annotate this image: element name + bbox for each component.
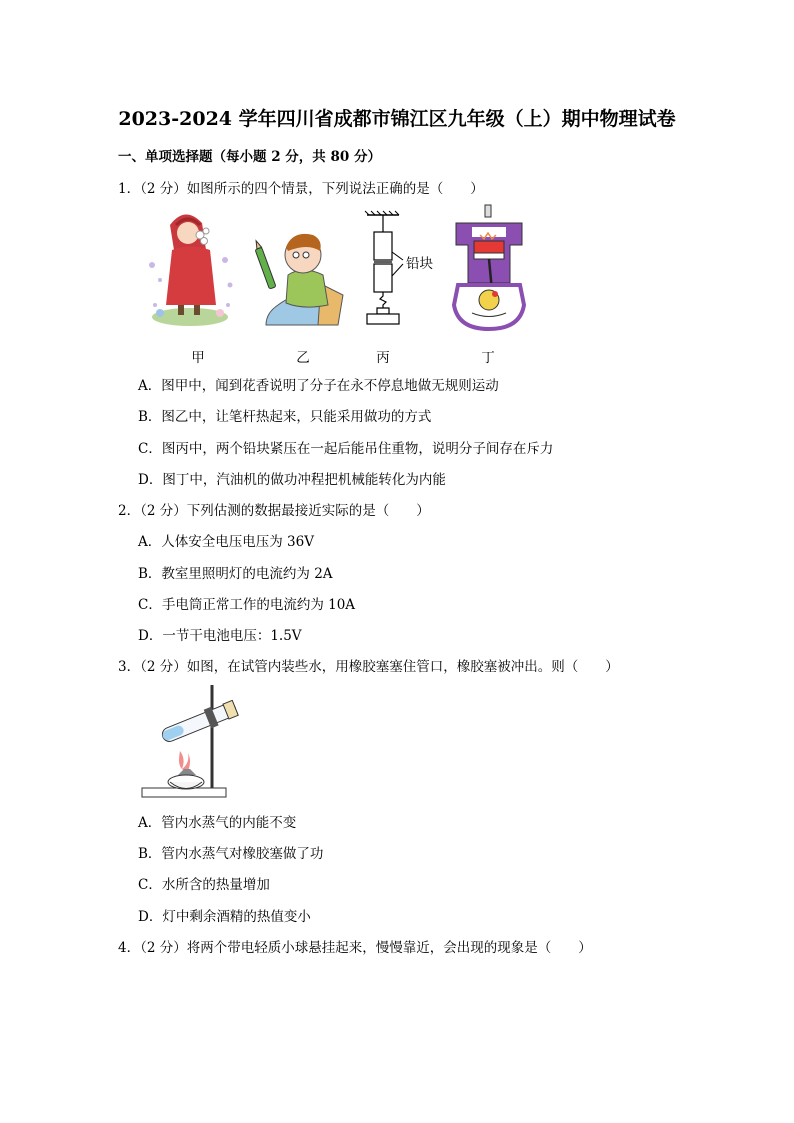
figure-yi-boy-rubbing-pencil bbox=[258, 225, 353, 330]
question-2-option-d: D．一节干电池电压：1.5V bbox=[138, 628, 302, 644]
question-3-option-d: D．灯中剩余酒精的热值变小 bbox=[138, 909, 311, 925]
question-4-stem: 4．（2 分）将两个带电轻质小球悬挂起来，慢慢靠近，会出现的现象是（ ） bbox=[118, 940, 592, 956]
question-3-option-a: A．管内水蒸气的内能不变 bbox=[138, 815, 297, 831]
section-heading: 一、单项选择题（每小题 2 分，共 80 分） bbox=[118, 149, 381, 165]
question-3-option-c: C．水所含的热量增加 bbox=[138, 877, 270, 893]
question-2-stem: 2．（2 分）下列估测的数据最接近实际的是（ ） bbox=[118, 503, 430, 519]
lead-block-callout: 铅块 bbox=[406, 256, 433, 272]
figure-label-jia: 甲 bbox=[191, 350, 205, 366]
question-3-option-b: B．管内水蒸气对橡胶塞做了功 bbox=[138, 846, 324, 862]
question-3-stem: 3．（2 分）如图，在试管内装些水，用橡胶塞塞住管口，橡胶塞被冲出。则（ ） bbox=[118, 659, 619, 675]
figure-label-yi: 乙 bbox=[296, 350, 310, 366]
question-1-option-d: D．图丁中，汽油机的做功冲程把机械能转化为内能 bbox=[138, 472, 446, 488]
question-2-option-b: B．教室里照明灯的电流约为 2A bbox=[138, 566, 333, 582]
figure-bing-lead-blocks bbox=[363, 212, 408, 327]
figure-label-ding: 丁 bbox=[481, 350, 495, 366]
figure-ding-gasoline-engine bbox=[450, 205, 528, 330]
question-1-stem: 1．（2 分）如图所示的四个情景，下列说法正确的是（ ） bbox=[118, 181, 484, 197]
question-2-option-c: C．手电筒正常工作的电流约为 10A bbox=[138, 597, 356, 613]
question-1-option-a: A．图甲中，闻到花香说明了分子在永不停息地做无规则运动 bbox=[138, 378, 499, 394]
question-2-option-a: A．人体安全电压电压为 36V bbox=[138, 534, 314, 550]
figure-label-bing: 丙 bbox=[376, 350, 390, 366]
figure-jia-girl-smelling-flowers bbox=[140, 205, 240, 330]
page-title: 2023-2024 学年四川省成都市锦江区九年级（上）期中物理试卷 bbox=[118, 108, 676, 130]
figure-test-tube-apparatus bbox=[140, 683, 240, 799]
question-1-option-b: B．图乙中，让笔杆热起来，只能采用做功的方式 bbox=[138, 409, 432, 425]
question-1-option-c: C．图丙中，两个铅块紧压在一起后能吊住重物，说明分子间存在斥力 bbox=[138, 441, 554, 457]
